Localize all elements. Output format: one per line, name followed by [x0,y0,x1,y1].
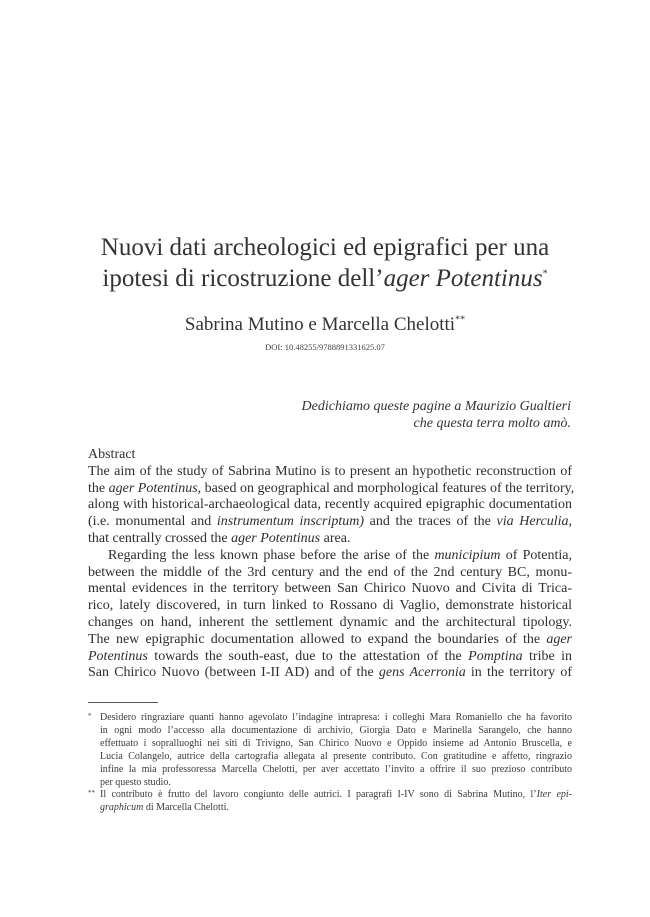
footnote-1 [88,712,572,789]
text-run: San Chirico Nuovo (between I-II AD) and of the [88,665,379,681]
footnote-separator [88,702,158,703]
title-italic-ager: ager Potentinus [383,265,543,292]
footnote-line: Desidero ringraziare quanti hanno agevolato l’indagine intrapresa: i colleghi Mara Romaniello che ha favorito [100,712,572,723]
italic-run: Potentinus [88,648,148,664]
text-run: , based on geographical and morphological features of the territory, [197,480,575,496]
footnote-line: per questo studio. [100,776,171,788]
text-run: The new epigraphic documentation allowed to expand the boundaries of the [88,631,547,647]
author-names: Sabrina Mutino e Marcella Chelotti [184,314,456,335]
abstract-p2-line: changes on hand, inherent the settlement dynamic and the architectural tipology. [88,614,572,630]
text-run: in the territory of [465,665,573,681]
title-footnote-mark: * [542,268,548,280]
text-run: di Marcella Chelotti. [143,802,229,814]
text-run: tribe in [522,648,572,664]
footnote-line: Lucia Colangelo, autrice della cartografia allegata al presente contributo. Con gratitudine e affetto, ringrazio [100,750,572,762]
abstract-p1-line [88,480,575,498]
text-run: , [568,514,572,530]
abstract-paragraph-2 [88,548,572,682]
abstract-p2-line [88,548,572,565]
text-run: (i.e. monumental and [88,514,217,530]
abstract-p1-line: The aim of the study of Sabrina Mutino is to present an hypothetic reconstruction of [88,463,572,479]
abstract-p2-line [88,632,572,649]
article-title [60,232,590,294]
authors-footnote-mark: ** [455,314,466,326]
footnotes [88,712,572,815]
text-run: that centrally crossed the [88,530,232,546]
abstract-paragraph-1 [88,463,575,548]
text-run: and the traces of the [364,514,497,530]
doi: DOI: 10.48255/9788891331625.07 [265,342,385,352]
abstract [88,447,575,682]
text-run: of Potentia, [500,547,572,563]
text-run: Il contributo è frutto del lavoro congiunto delle autrici. I paragrafi I-IV sono di Sabrina Mutino, l’ [100,789,537,801]
abstract-p1-line: along with historical-archaeological data, recently acquired epigraphic documentation [88,497,572,513]
abstract-p2-line: between the middle of the 3rd century and the end of the 2nd century BC, monu- [88,564,572,580]
dedication-line-1: Dedichiamo queste pagine a Maurizio Gualtieri [301,399,571,414]
text-run: towards the south-east, due to the attestation of the [147,648,469,664]
italic-run: municipium [434,547,501,563]
footnote-line: in ogni modo l’accesso alla documentazione di archivio, Giorgia Dato e Marinella Sarangelo, che hanno [100,724,572,736]
title-line-2 [60,263,590,294]
abstract-p2-line: mental evidences in the territory between San Chirico Nuovo and Civita di Trica- [88,581,572,597]
text-run: area. [320,530,351,546]
title-line-2-text: ipotesi di ricostruzione dell’ [102,265,384,292]
italic-run: Iter epi- [536,789,572,801]
text-run: Regarding the less known phase before the arise of the [108,547,435,563]
italic-run: via Herculia [496,514,569,530]
text-run: the [88,480,109,496]
authors [60,314,590,336]
footnote-2-mark: ** [88,789,95,798]
dedication [280,398,571,432]
dedication-line-2: che questa terra molto amò. [413,416,571,431]
abstract-heading: Abstract [88,447,136,462]
footnote-line: effettuato i sopralluoghi nei siti di Trivigno, San Chirico Nuovo e Oppido insieme ad Antonio Bruscella, e [100,737,572,749]
italic-run: Pomptina [468,648,523,664]
italic-run: instrumentum inscriptum) [216,514,365,530]
footnote-line: infine la mia professoressa Marcella Chelotti, per aver accettato l’invito a offrire il suo prezioso contributo [100,763,572,775]
footnote-line [100,789,572,802]
abstract-p1-line [88,514,572,531]
abstract-p2-line: rico, lately discovered, in turn linked to Rossano di Vaglio, demonstrate historical [88,598,572,614]
footnote-line [100,802,572,815]
italic-run: ager Potentinus [231,530,321,546]
italic-run: ager [546,631,572,647]
italic-run: gens Acerronia [378,665,466,681]
title-line-1: Nuovi dati archeologici ed epigrafici per una [100,234,550,261]
footnote-2 [88,789,572,815]
footnote-1-mark: * [88,712,92,720]
abstract-p2-line [88,649,572,666]
italic-run: ager Potentinus [108,480,198,496]
abstract-p2-line [88,665,572,682]
abstract-p1-line [88,531,572,548]
italic-run: graphicum [100,802,144,814]
